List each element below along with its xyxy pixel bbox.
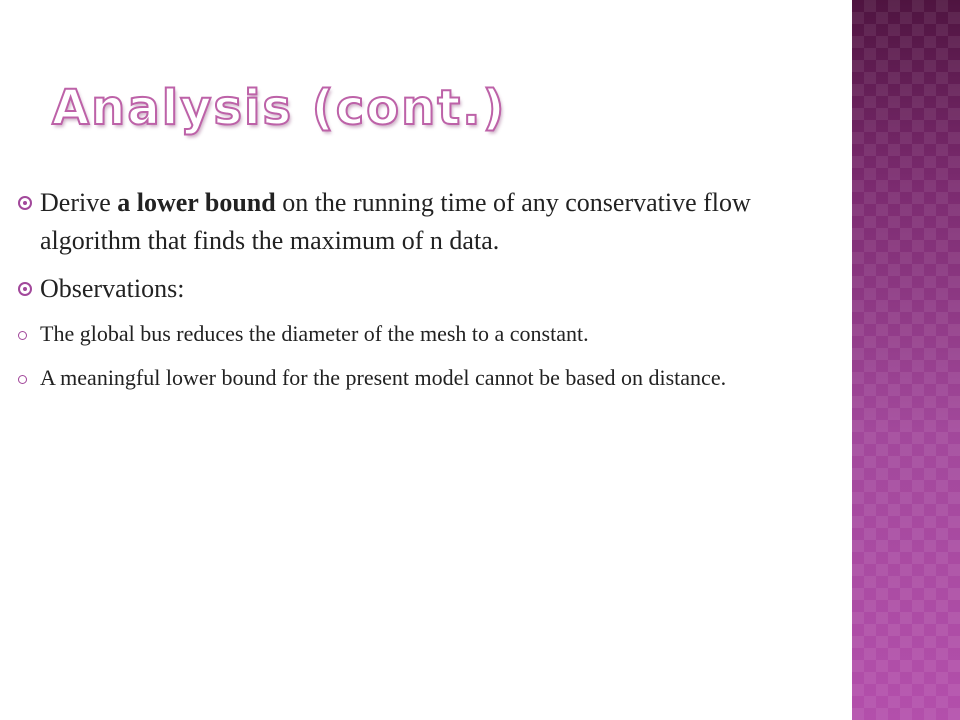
decorative-side-band: [852, 0, 960, 720]
bullet-text-suffix: on the running time of any conservative flow algorithm that finds the maximum of n data.: [40, 188, 751, 255]
bullet-text: Observations:: [40, 274, 185, 303]
bullet-text-emphasis: a lower bound: [117, 188, 276, 217]
sub-bullet-global-bus: [18, 318, 848, 350]
side-band-edge: [850, 0, 852, 720]
circled-dot-icon: [18, 196, 32, 210]
sub-bullet-distance: [18, 362, 848, 394]
hollow-circle-icon: [18, 331, 27, 340]
bullet-item-observations: [18, 270, 848, 308]
circled-dot-icon: [18, 282, 32, 296]
slide-body: [18, 184, 848, 406]
sub-bullet-text: A meaningful lower bound for the present model cannot be based on distance.: [40, 365, 727, 390]
hollow-circle-icon: [18, 375, 27, 384]
sub-bullet-text: The global bus reduces the diameter of the mesh to a constant.: [40, 321, 589, 346]
bullet-text-prefix: Derive: [40, 188, 118, 217]
slide-title: Analysis (cont.): [52, 80, 507, 136]
bullet-item-lower-bound: [18, 184, 848, 260]
